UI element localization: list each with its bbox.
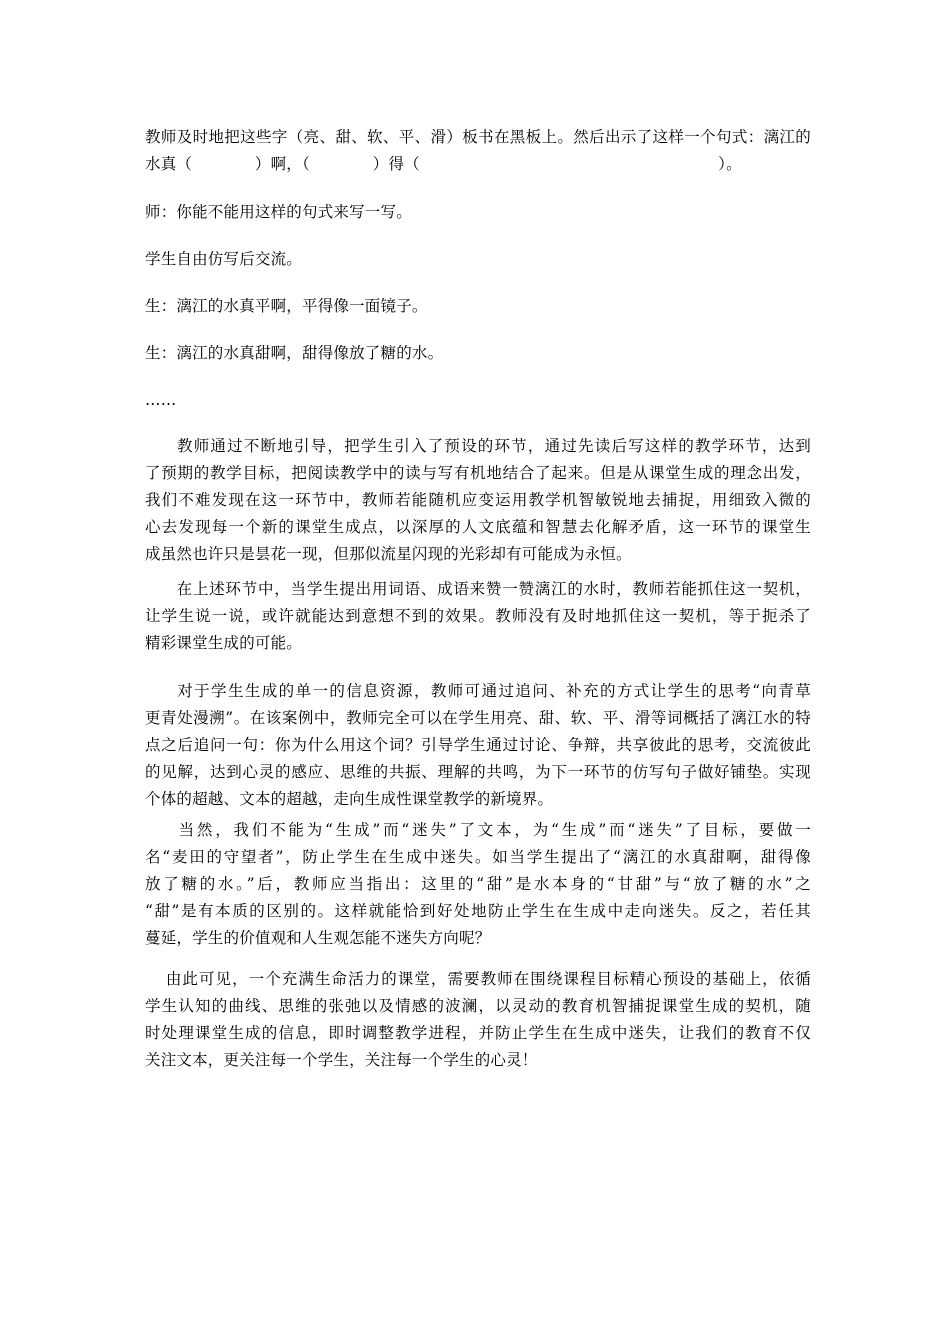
text-line: 点之后追问一句：你为什么用这个词？引导学生通过讨论、争辩，共享彼此的思考，交流彼此 bbox=[145, 736, 811, 754]
text-line: 生：漓江的水真平啊，平得像一面镜子。 bbox=[145, 297, 428, 315]
text-line: 当然，我们不能为“生成”而“迷失”了文本，为“生成”而“迷失”了目标，要做一 bbox=[176, 821, 811, 839]
text-line: 关注文本，更关注每一个学生，关注每一个学生的心灵！ bbox=[145, 1051, 538, 1069]
paragraph-sentence-pattern bbox=[145, 124, 811, 178]
paragraph-teacher-prompt bbox=[145, 199, 811, 226]
text-line: 学生自由仿写后交流。 bbox=[145, 250, 303, 268]
text-line: 个体的超越、文本的超越，走向生成性课堂教学的新境界。 bbox=[145, 790, 554, 808]
paragraph-student-writing bbox=[145, 246, 811, 273]
paragraph-student-answer-1 bbox=[145, 293, 811, 320]
text-line: 了预期的教学目标，把阅读教学中的读与写有机地结合了起来。但是从课堂生成的理念出发， bbox=[145, 464, 811, 482]
text-line: 心去发现每一个新的课堂生成点，以深厚的人文底蕴和智慧去化解矛盾，这一环节的课堂生 bbox=[145, 518, 811, 536]
text-line: 我们不难发现在这一环节中，教师若能随机应变运用教学机智敏锐地去捕捉，用细致入微的 bbox=[145, 491, 811, 509]
text-line: “甜”是有本质的区别的。这样就能恰到好处地防止学生在生成中走向迷失。反之，若任其 bbox=[145, 902, 811, 920]
paragraph-analysis-3 bbox=[145, 678, 811, 813]
text-line: 放了糖的水。”后，教师应当指出：这里的“甜”是水本身的“甘甜”与“放了糖的水”之 bbox=[145, 875, 811, 893]
paragraph-analysis-4 bbox=[145, 817, 811, 952]
text-line: 由此可见，一个充满生命活力的课堂，需要教师在围绕课程目标精心预设的基础上，依循 bbox=[165, 970, 811, 988]
text-line: 蔓延，学生的价值观和人生观怎能不迷失方向呢？ bbox=[145, 929, 491, 947]
paragraph-ellipsis bbox=[145, 387, 811, 414]
paragraph-analysis-1 bbox=[145, 433, 811, 568]
text-line: 在上述环节中，当学生提出用词语、成语来赞一赞漓江的水时，教师若能抓住这一契机， bbox=[176, 580, 811, 598]
text-line: 师：你能不能用这样的句式来写一写。 bbox=[145, 203, 412, 221]
paragraph-student-answer-2 bbox=[145, 340, 811, 367]
text-line: 生：漓江的水真甜啊，甜得像放了糖的水。 bbox=[145, 344, 444, 362]
text-line: 精彩课堂生成的可能。 bbox=[145, 634, 303, 652]
text-line: 更青处漫溯”。在该案例中，教师完全可以在学生用亮、甜、软、平、滑等词概括了漓江水的特 bbox=[145, 709, 811, 727]
paragraph-conclusion bbox=[145, 966, 811, 1074]
text-line: 水真（ ）啊，（ ）得（ ）。 bbox=[145, 155, 742, 173]
text-line: …… bbox=[145, 391, 177, 409]
text-line: 的见解，达到心灵的感应、思维的共振、理解的共鸣，为下一环节的仿写句子做好铺垫。实现 bbox=[145, 763, 811, 781]
text-line: 成虽然也许只是昙花一现，但那似流星闪现的光彩却有可能成为永恒。 bbox=[145, 545, 632, 563]
text-line: 对于学生生成的单一的信息资源，教师可通过追问、补充的方式让学生的思考“向青草 bbox=[176, 682, 811, 700]
text-line: 时处理课堂生成的信息，即时调整教学进程，并防止学生在生成中迷失，让我们的教育不仅 bbox=[145, 1024, 811, 1042]
paragraph-analysis-2 bbox=[145, 576, 811, 657]
text-line: 教师及时地把这些字（亮、甜、软、平、滑）板书在黑板上。然后出示了这样一个句式：漓江的 bbox=[145, 128, 811, 146]
text-line: 名“麦田的守望者”，防止学生在生成中迷失。如当学生提出了“漓江的水真甜啊，甜得像 bbox=[145, 848, 811, 866]
text-line: 让学生说一说，或许就能达到意想不到的效果。教师没有及时地抓住这一契机，等于扼杀了 bbox=[145, 607, 811, 625]
text-line: 学生认知的曲线、思维的张弛以及情感的波澜，以灵动的教育机智捕捉课堂生成的契机，随 bbox=[145, 997, 811, 1015]
text-line: 教师通过不断地引导，把学生引入了预设的环节，通过先读后写这样的教学环节，达到 bbox=[176, 437, 811, 455]
